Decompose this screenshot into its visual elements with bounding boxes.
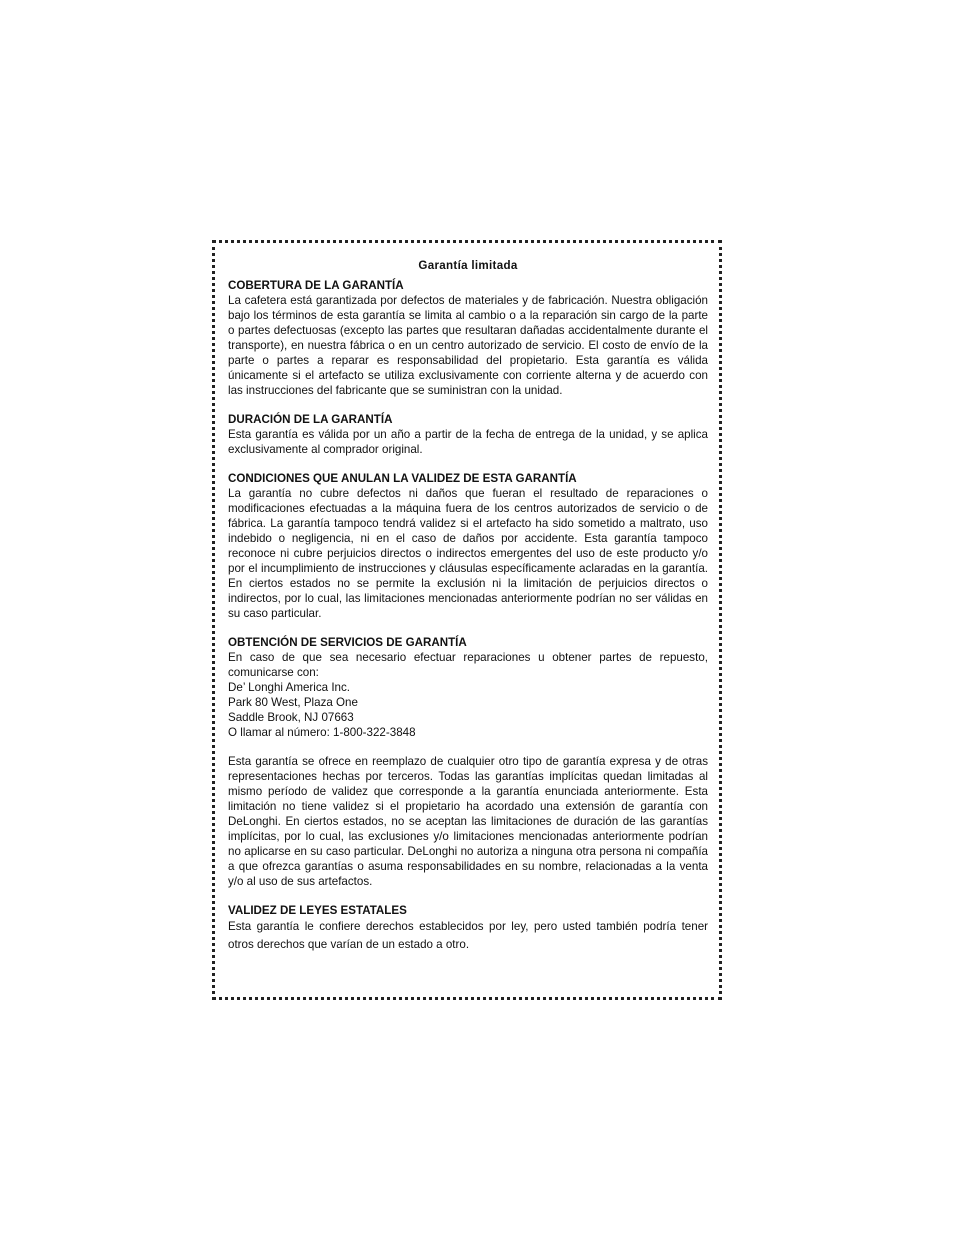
duration-heading: DURACIÓN DE LA GARANTÍA bbox=[228, 413, 393, 426]
service-street: Park 80 West, Plaza One bbox=[228, 696, 358, 709]
service-text: En caso de que sea necesario efectuar reparaciones u obtener partes de repuesto, comunicarse con: bbox=[228, 651, 708, 679]
section-duration bbox=[228, 412, 708, 457]
replacement-text: Esta garantía se ofrece en reemplazo de cualquier otro tipo de garantía expresa y de otras representaciones hechas por terceros. Todas las garantías implícitas quedan limitadas al mismo período de validez que corresponde a la garantía enunciada anteriormente. Esta limitación no tiene validez si el propietario ha acordado una extensión de garantía con DeLonghi. En ciertos estados, no se aceptan las limitaciones de duración de las garantías implícitas, por lo cual, las exclusiones y/o limitaciones mencionadas anteriormente podrían no aplicarse en su caso particular. DeLonghi no autoriza a ninguna otra persona ni compañía a que ofrezca garantías o asuma responsabilidades en su nombre, relacionadas a la venta y/o al uso de sus artefactos. bbox=[228, 755, 708, 888]
duration-text: Esta garantía es válida por un año a partir de la fecha de entrega de la unidad, y se aplica exclusivamente al comprador original. bbox=[228, 428, 708, 456]
section-voiding bbox=[228, 471, 708, 621]
service-heading: OBTENCIÓN DE SERVICIOS DE GARANTÍA bbox=[228, 636, 467, 649]
coverage-heading: COBERTURA DE LA GARANTÍA bbox=[228, 279, 404, 292]
coverage-text: La cafetera está garantizada por defectos de materiales y de fabricación. Nuestra obligación bajo los términos de esta garantía se limita al cambio o a la reparación sin cargo de la parte o partes defectuosas (excepto las partes que resultaran dañadas accidentalmente durante el transporte), en nuestra fábrica o en un centro autorizado de servicio. El costo de envío de la parte o partes a reparar es responsabilidad del propietario. Esta garantía es válida únicamente si el artefacto se utiliza exclusivamente con corriente alterna y de acuerdo con las instrucciones del fabricante que se suministran con la unidad. bbox=[228, 294, 708, 397]
service-company: De’ Longhi America Inc. bbox=[228, 681, 351, 694]
voiding-heading: CONDICIONES QUE ANULAN LA VALIDEZ DE ESTA GARANTÍA bbox=[228, 472, 577, 485]
document-title: Garantía limitada bbox=[418, 259, 518, 272]
warranty-content bbox=[228, 258, 708, 968]
service-city: Saddle Brook, NJ 07663 bbox=[228, 711, 354, 724]
section-coverage bbox=[228, 278, 708, 398]
state-law-text: Esta garantía le confiere derechos establecidos por ley, pero usted también podría tener otros derechos que varían de un estado a otro. bbox=[228, 920, 708, 951]
section-service bbox=[228, 635, 708, 740]
section-state-law bbox=[228, 903, 708, 954]
service-phone: O llamar al número: 1-800-322-3848 bbox=[228, 726, 416, 739]
voiding-text: La garantía no cubre defectos ni daños que fueran el resultado de reparaciones o modificaciones efectuadas a la máquina fuera de los centros autorizados de servicio o de fábrica. La garantía tampoco tendrá validez si el artefacto ha sido sometido a maltrato, uso indebido o negligencia, ni en el caso de daños por accidente. Esta garantía tampoco reconoce ni cubre perjuicios directos o indirectos emergentes del uso de este producto y/o por el incumplimiento de instrucciones y cláusulas específicamente aclaradas en la garantía. En ciertos estados no se permite la exclusión ni la limitación de perjuicios directos o indirectos, por lo cual, las limitaciones mencionadas anteriormente podrían no ser válidas en su caso particular. bbox=[228, 487, 708, 620]
state-law-heading: VALIDEZ DE LEYES ESTATALES bbox=[228, 904, 407, 917]
